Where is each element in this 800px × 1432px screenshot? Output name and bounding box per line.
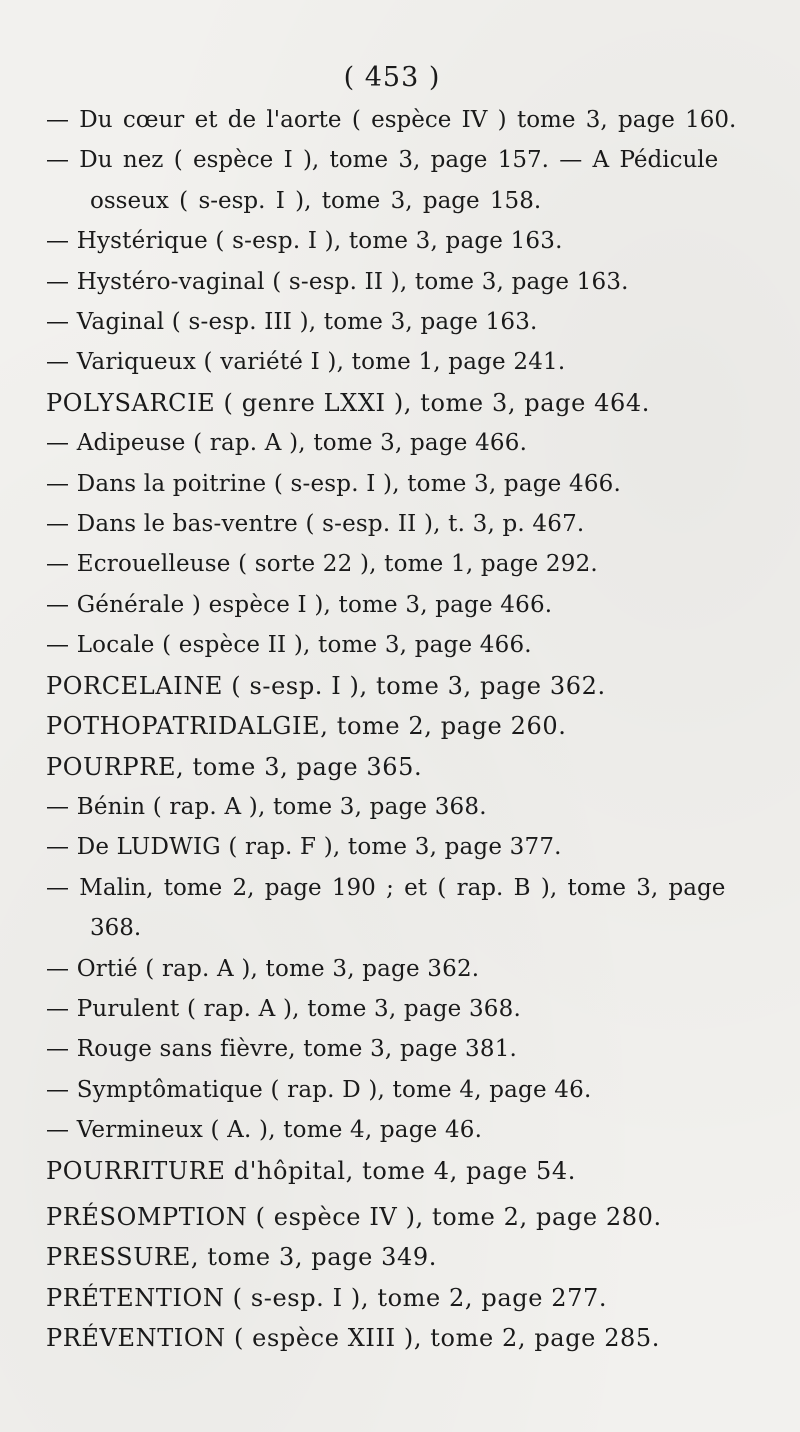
index-entry: — Symptômatique ( rap. D ), tome 4, page 46. — [46, 1076, 592, 1103]
index-entry: — Purulent ( rap. A ), tome 3, page 368. — [46, 995, 521, 1022]
page-number: ( 453 ) — [343, 62, 441, 93]
index-entry: — De LUDWIG ( rap. F ), tome 3, page 377. — [46, 834, 562, 861]
index-entry: — Hystéro-vaginal ( s-esp. II ), tome 3, page 163. — [46, 268, 629, 295]
index-entries — [46, 100, 778, 1359]
index-entry: — Ecrouelleuse ( sorte 22 ), tome 1, page 292. — [46, 551, 598, 578]
index-entry: — Ortié ( rap. A ), tome 3, page 362. — [46, 955, 480, 982]
index-entry: POURRITURE d'hôpital, tome 4, page 54. — [46, 1156, 576, 1185]
index-entry: — Du cœur et de l'aorte ( espèce IV ) tome 3, page 160. — [46, 107, 737, 133]
index-entry: — Bénin ( rap. A ), tome 3, page 368. — [46, 793, 487, 820]
index-entry: — Hystérique ( s-esp. I ), tome 3, page 163. — [46, 228, 563, 255]
index-entry: — Dans la poitrine ( s-esp. I ), tome 3, page 466. — [46, 470, 622, 497]
index-entry: PRESSURE, tome 3, page 349. — [46, 1243, 437, 1272]
index-entry: — Malin, tome 2, page 190 ; et ( rap. B ), tome 3, page 368. — [46, 874, 726, 942]
index-entry: POTHOPATRIDALGIE, tome 2, page 260. — [46, 712, 567, 741]
index-entry: — Générale ) espèce I ), tome 3, page 466. — [46, 591, 553, 618]
index-entry: — Locale ( espèce II ), tome 3, page 466. — [46, 632, 532, 659]
index-entry: — Variqueux ( variété I ), tome 1, page 241. — [46, 349, 566, 376]
index-entry: PORCELAINE ( s-esp. I ), tome 3, page 362. — [46, 671, 606, 700]
index-entry: PRÉVENTION ( espèce XIII ), tome 2, page 285. — [46, 1324, 661, 1353]
index-entry: — Du nez ( espèce I ), tome 3, page 157. — A Pédicule osseux ( s-esp. I ), tome 3, page 158. — [46, 147, 719, 214]
index-entry: — Dans le bas-ventre ( s-esp. II ), t. 3, p. 467. — [46, 511, 585, 538]
index-entry: — Vermineux ( A. ), tome 4, page 46. — [46, 1117, 483, 1144]
index-entry: — Vaginal ( s-esp. III ), tome 3, page 163. — [46, 309, 538, 336]
index-entry: POLYSARCIE ( genre LXXI ), tome 3, page 464. — [46, 388, 650, 417]
index-entry: POURPRE, tome 3, page 365. — [46, 752, 423, 781]
index-entry: — Rouge sans fièvre, tome 3, page 381. — [46, 1036, 518, 1063]
index-entry: PRÉTENTION ( s-esp. I ), tome 2, page 277. — [46, 1283, 608, 1312]
index-entry: PRÉSOMPTION ( espèce IV ), tome 2, page 280. — [46, 1202, 662, 1231]
index-entry: — Adipeuse ( rap. A ), tome 3, page 466. — [46, 430, 528, 457]
